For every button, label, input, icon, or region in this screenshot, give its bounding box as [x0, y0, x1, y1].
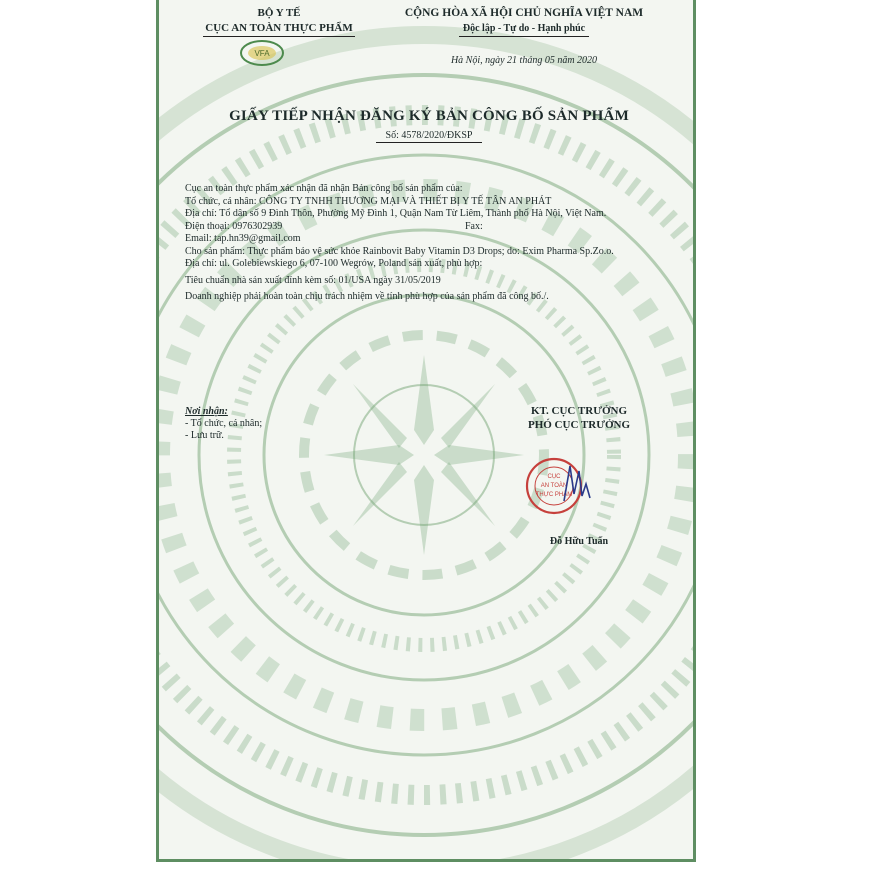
ministry-name: BỘ Y TẾ [257, 7, 301, 19]
recipients-title: Nơi nhận: [185, 406, 228, 417]
fax-line: Fax: [465, 220, 483, 232]
issue-date: Hà Nội, ngày 21 tháng 05 năm 2020 [450, 55, 598, 66]
standard-line: Tiêu chuẩn nhà sản xuất đính kèm số: 01/USA ngày 31/05/2019 [185, 274, 441, 286]
svg-text:AN TOÀN: AN TOÀN [540, 483, 568, 489]
svg-text:VFA: VFA [254, 49, 270, 58]
product-line: Cho sản phẩm: Thực phẩm bảo vệ sức khỏe Rainbovit Baby Vitamin D3 Drops; do: Exim Pharma Sp.Zo.o. [185, 245, 614, 257]
vfa-logo [239, 39, 285, 67]
svg-text:CỤC: CỤC [547, 474, 561, 480]
official-stamp-and-signature [524, 446, 594, 536]
national-motto: Độc lập - Tự do - Hạnh phúc [459, 21, 589, 37]
phone-fax-row [185, 221, 681, 234]
recipient-item: - Lưu trữ. [185, 430, 224, 441]
manufacturer-address-line: Địa chỉ: ul. Golebiewskiego 6, 07-100 Wegrów, Poland sản xuất, phù hợp: [185, 258, 483, 269]
address-line: Địa chỉ: Tổ dân số 9 Đình Thôn, Phường Mỹ Đình 1, Quận Nam Từ Liêm, Thành phố Hà Nội, Việt Nam. [185, 208, 607, 219]
certificate-document [156, 0, 696, 862]
email-line: Email: tap.hn39@gmail.com [185, 233, 301, 244]
issuer-header [179, 6, 379, 37]
organization-line: Tổ chức, cá nhân: CÔNG TY TNHH THƯƠNG MẠI VÀ THIẾT BỊ Y TẾ TÂN AN PHÁT [185, 195, 552, 207]
document-number: Số: 4578/2020/ĐKSP [179, 130, 679, 143]
intro-line: Cục an toàn thực phẩm xác nhận đã nhận Bản công bố sản phẩm của: [185, 183, 463, 194]
responsibility-line: Doanh nghiệp phải hoàn toàn chịu trách nhiệm về tính phù hợp của sản phẩm đã công bố./. [185, 291, 549, 302]
recipients-block [185, 406, 262, 442]
document-title: GIẤY TIẾP NHẬN ĐĂNG KÝ BẢN CÔNG BỐ SẢN PHẨM [229, 108, 629, 124]
signer-role: KT. CỤC TRƯỞNG [530, 405, 628, 417]
phone-line: Điện thoại: 0976302939 [185, 220, 283, 232]
svg-text:THỰC PHẨM: THỰC PHẨM [535, 492, 573, 498]
department-name: CỤC AN TOÀN THỰC PHẨM [203, 21, 355, 37]
republic-header [374, 6, 674, 37]
signer-title-block [489, 404, 669, 432]
document-body [185, 183, 681, 304]
signer-name: Đỗ Hữu Tuấn [549, 536, 609, 547]
republic-name: CỘNG HÒA XÃ HỘI CHỦ NGHĨA VIỆT NAM [404, 7, 644, 19]
signer-role-deputy: PHÓ CỤC TRƯỞNG [527, 419, 631, 431]
recipient-item: - Tổ chức, cá nhân; [185, 418, 263, 429]
